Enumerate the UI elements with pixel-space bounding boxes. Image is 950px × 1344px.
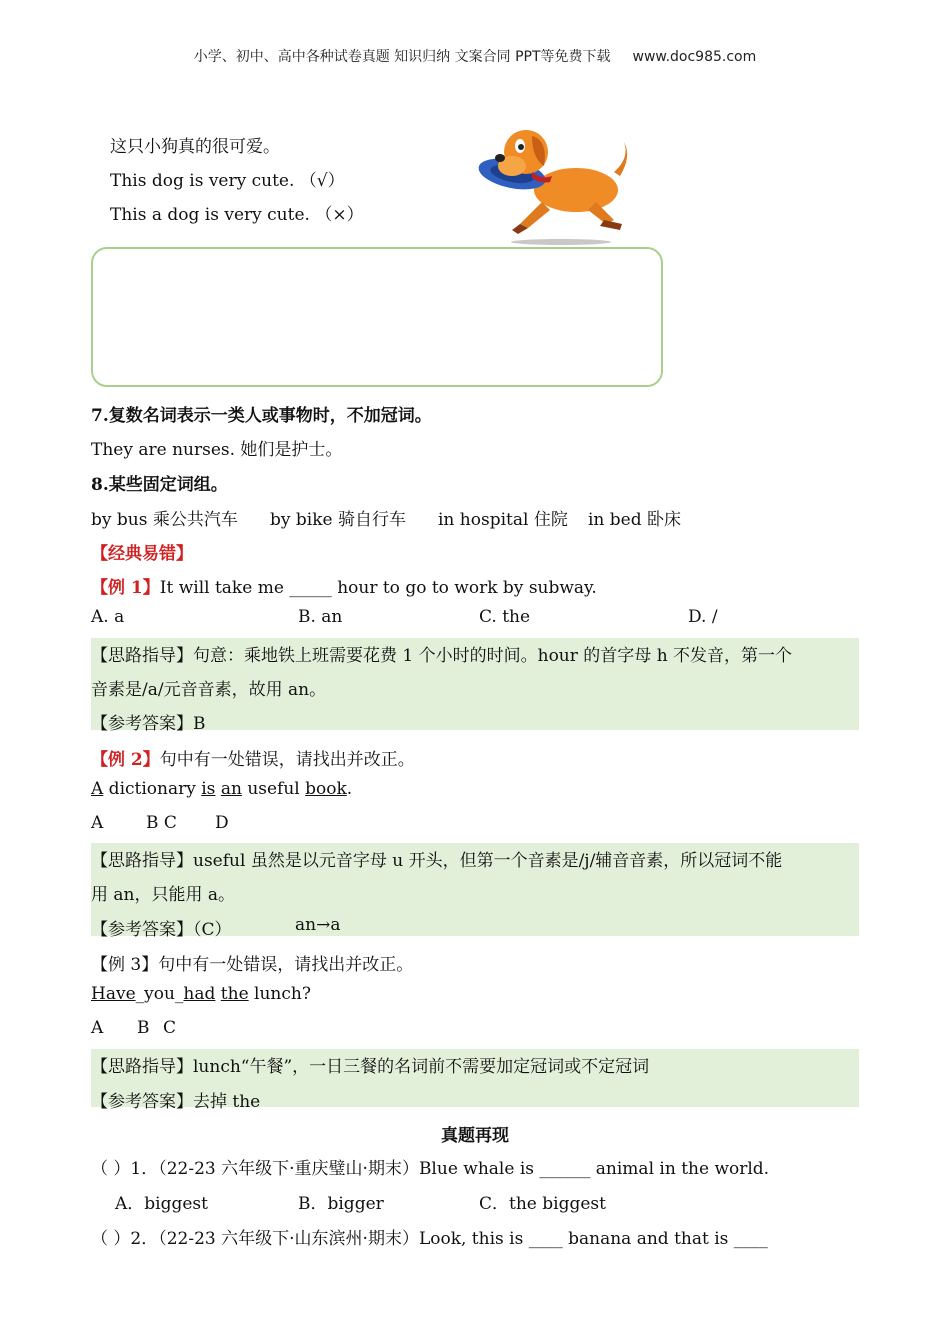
ex3-sentence [91, 984, 311, 1004]
dog-illustration [476, 122, 636, 248]
rule7-example: They are nurses. 她们是护士。 [91, 440, 343, 460]
phrase-item: in hospital 住院 [438, 510, 568, 530]
ex3-answer-line [91, 1087, 260, 1112]
ex2-text: useful [241, 779, 306, 799]
phrase-item: by bike 骑自行车 [270, 510, 406, 530]
intro-correct: This dog is very cute. （√） [110, 171, 345, 191]
q2-answer-paren[interactable]: （ ） [91, 1229, 131, 1249]
ex1-answer: 【参考答案】B [91, 714, 206, 734]
q1-line [91, 1154, 769, 1179]
q2-line [91, 1224, 768, 1249]
q1-option: C．the biggest [479, 1194, 606, 1214]
ex3-heading [91, 950, 413, 975]
ex2-word-b: is [201, 779, 216, 799]
ex1-question: It will take me _____ hour to go to work by subway. [159, 578, 597, 598]
ex1-option: D. / [688, 607, 718, 627]
ex2-instruction: 句中有一处错误，请找出并改正。 [159, 750, 415, 770]
ex2-word-a: A [91, 779, 104, 799]
q1-option: B．bigger [298, 1194, 384, 1214]
ex2-answer: （C） [193, 920, 232, 940]
page-header [0, 46, 950, 66]
q1-text: 1．（22-23 六年级下·重庆璧山·期末）Blue whale is ______ animal in the world. [130, 1159, 770, 1179]
ex2-word-c: an [220, 779, 242, 799]
ex1-option: B. an [298, 607, 343, 627]
ex2-answer-line [91, 915, 232, 940]
ex3-letter: A [91, 1018, 104, 1038]
ex1-guide-line1 [91, 641, 792, 666]
ex3-guide-label: 【思路指导】 [91, 1057, 193, 1077]
ex1-guide-label: 【思路指导】 [91, 646, 193, 666]
q2-text: 2．（22-23 六年级下·山东滨州·期末）Look, this is ____ banana and that is ____ [130, 1229, 768, 1249]
intro-zh: 这只小狗真的很可爱。 [110, 137, 280, 157]
ex3-text: lunch? [248, 984, 311, 1004]
ex2-correction: an→a [295, 915, 341, 935]
ex3-word-a: Have [91, 984, 136, 1004]
phrase-item: by bus 乘公共汽车 [91, 510, 238, 530]
rule8-title: 8.某些固定词组。 [91, 475, 228, 495]
ex3-letter: B [137, 1018, 150, 1038]
ex3-answer-label: 【参考答案】 [91, 1092, 193, 1112]
ex1-question-line [91, 573, 597, 598]
ex2-text: . [346, 779, 353, 799]
ex1-label: 【例 1】 [91, 578, 160, 598]
ex3-answer: 去掉 the [193, 1092, 261, 1112]
section-label: 【经典易错】 [91, 544, 193, 564]
header-text: 小学、初中、高中各种试卷真题 知识归纳 文案合同 PPT等免费下载 [193, 49, 611, 65]
ex1-guide-text: 句意：乘地铁上班需要花费 1 个小时的时间。hour 的首字母 h 不发音，第一个 [193, 646, 793, 666]
ex2-guide-line2: 用 an，只能用 a。 [91, 885, 236, 905]
ex2-letter: A [91, 813, 104, 833]
ex3-word-b: had [183, 984, 216, 1004]
ex3-text: _you_ [135, 984, 184, 1004]
ex2-heading [91, 745, 415, 770]
ex2-letter: D [215, 813, 229, 833]
intro-wrong: This a dog is very cute. （×） [110, 205, 364, 225]
q1-option: A．biggest [115, 1194, 208, 1214]
rule7-title: 7.复数名词表示一类人或事物时，不加冠词。 [91, 406, 432, 426]
ex3-word-c: the [220, 984, 249, 1004]
ex3-guide-line [91, 1052, 649, 1077]
real-exam-title: 真题再现 [441, 1126, 509, 1146]
ex1-guide-line2: 音素是/a/元音音素，故用 an。 [91, 680, 327, 700]
phrase-item: in bed 卧床 [588, 510, 682, 530]
ex2-sentence [91, 779, 352, 799]
ex2-text: dictionary [103, 779, 202, 799]
ex1-option: C. the [479, 607, 531, 627]
ex3-label: 【例 3】 [91, 955, 159, 975]
q1-answer-paren[interactable]: （ ） [91, 1159, 131, 1179]
ex2-guide-label: 【思路指导】 [91, 851, 193, 871]
header-site: www.doc985.com [632, 49, 757, 65]
ex3-instruction: 句中有一处错误，请找出并改正。 [158, 955, 414, 975]
ex2-answer-label: 【参考答案】 [91, 920, 193, 940]
ex1-option: A. a [91, 607, 125, 627]
ex2-word-d: book [305, 779, 347, 799]
ex3-letter: C [163, 1018, 177, 1038]
ex2-guide-line1 [91, 846, 782, 871]
empty-note-box [91, 247, 663, 387]
ex2-letter: B C [146, 813, 177, 833]
ex3-guide-text: lunch“午餐”，一日三餐的名词前不需要加定冠词或不定冠词 [193, 1057, 650, 1077]
ex2-guide-text: useful 虽然是以元音字母 u 开头，但第一个音素是/j/辅音音素，所以冠词不能 [193, 851, 783, 871]
ex2-label: 【例 2】 [91, 750, 160, 770]
